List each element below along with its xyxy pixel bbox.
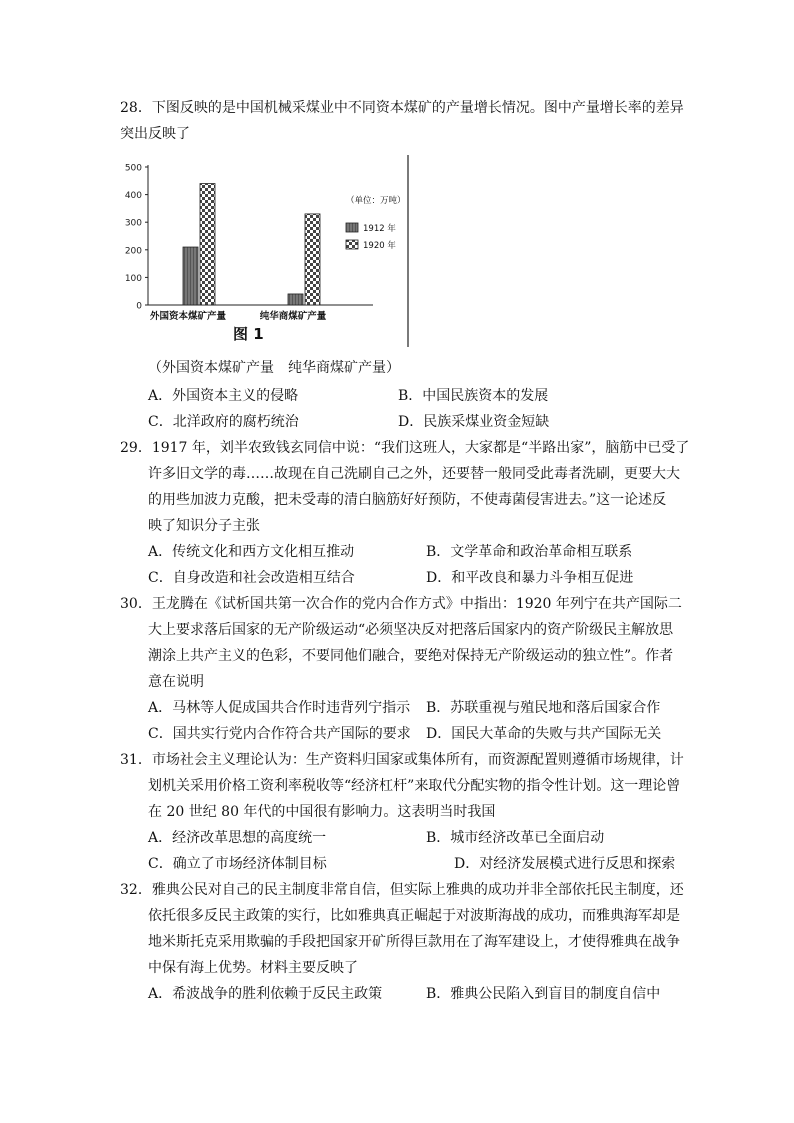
q30-option-a[interactable]: A．马林等人促成国共合作时违背列宁指示 [148, 700, 411, 716]
y-tick-label: 100 [124, 273, 142, 284]
legend-label: 1912 年 [363, 224, 396, 234]
bar-chart-svg [118, 155, 418, 350]
q29-stem-line-2: 许多旧文学的毒……故现在自己洗刷自己之外，还要替一般同受此毒者洗刷，更要大大 [148, 466, 680, 482]
y-tick-label: 300 [124, 218, 142, 229]
y-tick-label: 200 [124, 246, 142, 257]
q30-stem-line-4: 意在说明 [148, 674, 204, 690]
q29-stem-line-4: 映了知识分子主张 [148, 518, 260, 534]
legend-swatch [346, 223, 358, 232]
x-category-label: 外国资本煤矿产量 [149, 311, 227, 322]
q30-option-b[interactable]: B．苏联重视与殖民地和落后国家合作 [426, 700, 661, 716]
y-tick-label: 0 [136, 301, 142, 312]
legend-swatch [346, 240, 358, 249]
y-tick-label: 500 [124, 163, 142, 174]
q30-stem-line-2: 大上要求落后国家的无产阶级运动“必须坚决反对把落后国家内的资产阶级民主解放思 [148, 622, 674, 638]
bar [200, 184, 215, 305]
bar [305, 214, 320, 305]
q29-option-c[interactable]: C．自身改造和社会改造相互结合 [148, 570, 355, 586]
q30-stem-line-3: 潮涂上共产主义的色彩，不要同他们融合，要绝对保持无产阶级运动的独立性”。作者 [148, 648, 674, 664]
x-category-label: 纯华商煤矿产量 [259, 311, 327, 322]
q29-option-a[interactable]: A．传统文化和西方文化相互推动 [148, 544, 355, 560]
q29-stem-line-1: 29．1917 年，刘半农致钱玄同信中说：“我们这班人，大家都是“半路出家”，脑筋中已受了 [120, 440, 690, 456]
q31-option-b[interactable]: B．城市经济改革已全面启动 [426, 830, 605, 846]
q28-option-d[interactable]: D．民族采煤业资金短缺 [398, 414, 550, 430]
y-tick-label: 400 [124, 191, 142, 202]
q28-option-c[interactable]: C．北洋政府的腐朽统治 [148, 414, 299, 430]
chart-title: 图 1 [233, 325, 264, 343]
q32-option-a[interactable]: A．希波战争的胜利依赖于反民主政策 [148, 986, 383, 1002]
q31-option-c[interactable]: C．确立了市场经济体制目标 [148, 856, 327, 872]
q28-stem-line-2: 突出反映了 [120, 126, 190, 142]
bar-chart [118, 155, 418, 350]
q29-option-b[interactable]: B．文学革命和政治革命相互联系 [426, 544, 633, 560]
bar [183, 247, 198, 305]
q32-stem-line-3: 地米斯托克采用欺骗的手段把国家开矿所得巨款用在了海军建设上，才使得雅典在战争 [148, 934, 680, 950]
q30-stem-line-1: 30．王龙腾在《试析国共第一次合作的党内合作方式》中指出：1920 年列宁在共产国际二 [120, 596, 682, 612]
q31-stem-line-1: 31．市场社会主义理论认为：生产资料归国家或集体所有，而资源配置则遵循市场规律，计 [120, 752, 684, 768]
q31-stem-line-3: 在 20 世纪 80 年代的中国很有影响力。这表明当时我国 [148, 804, 496, 820]
q31-stem-line-2: 划机关采用价格工资利率税收等“经济杠杆”来取代分配实物的指令性计划。这一理论曾 [148, 778, 681, 794]
q32-stem-line-4: 中保有海上优势。材料主要反映了 [148, 960, 358, 976]
bar [288, 294, 303, 305]
q29-stem-line-3: 的用些加波力克酸，把未受毒的清白脑筋好好预防，不使毒菌侵害进去。”这一论述反 [148, 492, 667, 508]
q28-option-b[interactable]: B．中国民族资本的发展 [398, 388, 549, 404]
q31-option-d[interactable]: D．对经济发展模式进行反思和探索 [454, 856, 676, 872]
q32-stem-line-2: 依托很多反民主政策的实行，比如雅典真正崛起于对波斯海战的成功，而雅典海军却是 [148, 908, 680, 924]
q31-option-a[interactable]: A．经济改革思想的高度统一 [148, 830, 327, 846]
unit-label: （单位：万吨） [346, 196, 406, 206]
legend-label: 1920 年 [363, 241, 396, 251]
q32-option-b[interactable]: B．雅典公民陷入到盲目的制度自信中 [426, 986, 661, 1002]
q29-option-d[interactable]: D．和平改良和暴力斗争相互促进 [426, 570, 634, 586]
q32-stem-line-1: 32．雅典公民对自己的民主制度非常自信，但实际上雅典的成功并非全部依托民主制度，还 [120, 882, 684, 898]
q30-option-c[interactable]: C．国共实行党内合作符合共产国际的要求 [148, 726, 411, 742]
q28-chart-caption: （外国资本煤矿产量 纯华商煤矿产量） [148, 360, 400, 376]
q28-stem-line-1: 28．下图反映的是中国机械采煤业中不同资本煤矿的产量增长情况。图中产量增长率的差异 [120, 100, 684, 116]
q28-option-a[interactable]: A．外国资本主义的侵略 [148, 388, 299, 404]
q30-option-d[interactable]: D．国民大革命的失败与共产国际无关 [426, 726, 662, 742]
